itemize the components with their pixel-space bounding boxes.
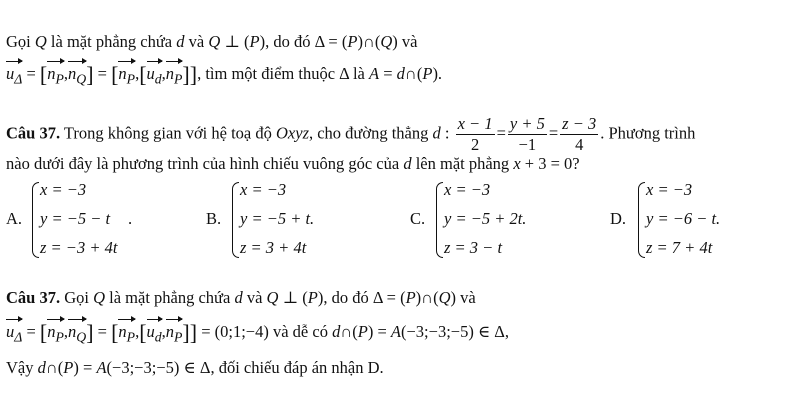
- option-b[interactable]: B. x = −3 y = −5 + t. z = 3 + 4t: [206, 180, 315, 257]
- question-line-1: Câu 37. Trong không gian với hệ toạ độ Oxyz, cho đường thẳng d : $\frac{x - 1}{2}$ = $\frac{y + 5}{-1}$ = $\frac{z - 3}{4}$ . Phương trình: [6, 114, 696, 154]
- solution-line-2: $u_\Delta = [n_P,n_Q] = [n_P,[u_d,n_P]]$ = (0;1;−4) và dễ có d∩(P) = A(−3;−3;−5) ∈ Δ,: [6, 322, 509, 347]
- brace: [436, 182, 443, 258]
- frac-z: $\frac{z - 3}{4}$: [562, 114, 597, 154]
- question-label: Câu 37.: [6, 123, 61, 143]
- solution-label: Câu 37.: [6, 288, 61, 307]
- solution-line-1: Câu 37. Gọi Q là mặt phẳng chứa d và Q ⊥ (P), do đó Δ = (P)∩(Q) và: [6, 288, 476, 307]
- brace: [232, 182, 239, 258]
- question-text-2: . Phương trình: [600, 123, 696, 143]
- option-a[interactable]: A. x = −3 y = −5 − t . z = −3 + 4t: [6, 180, 133, 257]
- question-line-2: nào dưới đây là phương trình của hình chiếu vuông góc của d lên mặt phẳng x + 3 = 0?: [6, 154, 580, 173]
- option-a-label: A.: [6, 209, 23, 228]
- prev-line-2: $u_\Delta = [n_P,n_Q] = [n_P,[u_d,n_P]]$, tìm một điểm thuộc Δ là A = d∩(P).: [6, 64, 442, 89]
- brace: [638, 182, 645, 258]
- option-c[interactable]: C. x = −3 y = −5 + 2t. z = 3 − t: [410, 180, 527, 257]
- solution-line-3: Vậy d∩(P) = A(−3;−3;−5) ∈ Δ, đối chiếu đáp án nhận D.: [6, 358, 384, 377]
- frac-x: $\frac{x - 1}{2}$: [457, 114, 493, 154]
- option-d[interactable]: D. x = −3 y = −6 − t. z = 7 + 4t: [610, 180, 721, 257]
- question-text-1: Trong không gian với hệ toạ độ Oxyz, cho đường thẳng d :: [63, 123, 450, 143]
- option-d-label: D.: [610, 209, 627, 228]
- frac-y: $\frac{y + 5}{-1}$: [509, 114, 545, 154]
- option-b-label: B.: [206, 209, 222, 228]
- option-c-label: C.: [410, 209, 426, 228]
- brace: [32, 182, 39, 258]
- prev-line-1: Gọi Q là mặt phẳng chứa d và Q ⊥ (P), do đó Δ = (P)∩(Q) và: [6, 32, 418, 51]
